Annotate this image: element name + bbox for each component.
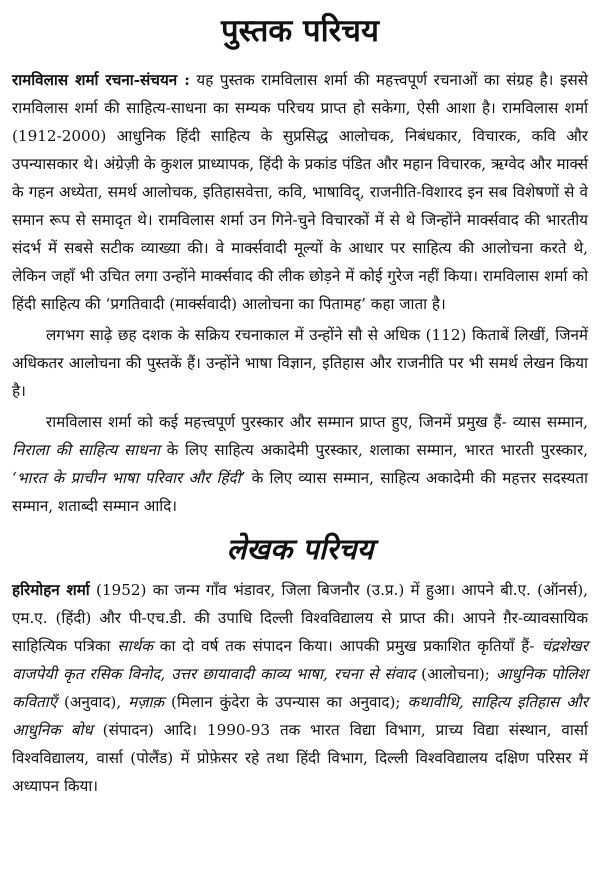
- book-title-lead: रामविलास शर्मा रचना-संचयन :: [12, 71, 190, 89]
- author-intro-heading: लेखक परिचय: [226, 532, 374, 566]
- author-work-1: सार्थक: [117, 637, 153, 655]
- author-work-2: चंद्रशेखर वाजपेयी कृत रसिक विनोद, उत्तर छायावादी काव्य भाषा, रचना से संवाद: [12, 637, 588, 683]
- author-name-lead: हरिमोहन शर्मा: [12, 581, 90, 599]
- awards-text-2: के लिए साहित्य अकादेमी पुरस्कार, शलाका सम्मान, भारत भारती पुरस्कार,: [159, 441, 589, 459]
- awards-work-2: ‘भारत के प्राचीन भाषा परिवार और हिंदी’: [12, 469, 246, 487]
- author-intro-paragraph: [12, 576, 588, 800]
- book-intro-heading: पुस्तक परिचय: [221, 13, 379, 49]
- author-text-4: (अनुवाद),: [57, 693, 129, 711]
- awards-work-1: निराला की साहित्य साधना: [12, 441, 160, 459]
- author-work-4: मज़ाक़: [128, 693, 165, 711]
- book-intro-p1-text: यह पुस्तक रामविलास शर्मा की महत्त्वपूर्ण रचनाओं का संग्रह है। इससे रामविलास शर्मा की साहित्य-साधना का सम्यक परिचय प्राप्त हो सकेगा, ऐसी आशा है। रामविलास शर्मा (1912-2000) आधुनिक हिंदी साहित्य के सुप्रसिद्ध आलोचक, निबंधकार, विचारक, कवि और उपन्यासकार थे। अंग्रेज़ी के कुशल प्राध्यापक, हिंदी के प्रकांड पंडित और महान विचारक, ऋग्वेद और मार्क्स के गहन अध्येता, समर्थ आलोचक, इतिहासवेत्ता, कवि, भाषाविद्, राजनीति-विशारद इन सब विशेषणों से वे समान रूप से समादृत थे। रामविलास शर्मा उन गिने-चुने विचारकों में से थे जिन्होंने मार्क्सवाद की भारतीय संदर्भ में सबसे सटीक व्याख्या की। वे मार्क्सवादी मूल्यों के आधार पर साहित्य की आलोचना करते थे, लेकिन जहाँ भी उचित लगा उन्होंने मार्क्सवाद की लीक छोड़ने में कोई गुरेज नहीं किया। रामविलास शर्मा को हिंदी साहित्य की ‘प्रगतिवादी (मार्क्सवादी) आलोचना का पितामह’ कहा जाता है।: [12, 71, 588, 313]
- author-work-5: कथावीथि, साहित्य इतिहास और आधुनिक बोध: [12, 693, 589, 739]
- awards-text-3: के लिए व्यास सम्मान, साहित्य अकादेमी की महत्तर सदस्यता सम्मान, शताब्दी सम्मान आदि।: [12, 469, 588, 515]
- author-work-3: आधुनिक पोलिश कविताएँ: [12, 665, 588, 711]
- awards-text-1: रामविलास शर्मा को कई महत्त्वपूर्ण पुरस्कार और सम्मान प्राप्त हुए, जिनमें प्रमुख हैं- व्यास सम्मान,: [46, 413, 588, 431]
- book-intro-paragraph-2: लगभग साढ़े छह दशक के सक्रिय रचनाकाल में उन्होंने सौ से अधिक (112) किताबें लिखीं, जिनमें अधिकतर आलोचना की पुस्तकें हैं। उन्होंने भाषा विज्ञान, इतिहास और राजनीति पर भी समर्थ लेखन किया है।: [12, 326, 588, 400]
- author-text-3: (आलोचना);: [415, 665, 496, 683]
- book-intro-paragraph-1: [12, 66, 588, 318]
- author-text-2: का दो वर्ष तक संपादन किया। आपकी प्रमुख प्रकाशित कृतियाँ हैं-: [152, 637, 542, 655]
- author-text-6: (संपादन) आदि। 1990-93 तक भारत विद्या विभाग, प्राच्य विद्या संस्थान, वार्सा विश्वविद्यालय, वार्सा (पोलैंड) में प्रोफ़ेसर रहे तथा हिंदी विभाग, दिल्ली विश्वविद्यालय दक्षिण परिसर में अध्यापन किया।: [12, 721, 588, 795]
- author-text-1: (1952) का जन्म गाँव भंडावर, जिला बिजनौर (उ.प्र.) में हुआ। आपने बी.ए. (ऑनर्स), एम.ए. (हिंदी) और पी-एच.डी. की उपाधि दिल्ली विश्वविद्यालय से प्राप्त की। आपने ग़ैर-व्यावसायिक साहित्यिक पत्रिका: [12, 581, 588, 655]
- book-intro-paragraph-3: [12, 408, 588, 520]
- author-text-5: (मिलान कुंदेरा के उपन्यास का अनुवाद);: [164, 693, 408, 711]
